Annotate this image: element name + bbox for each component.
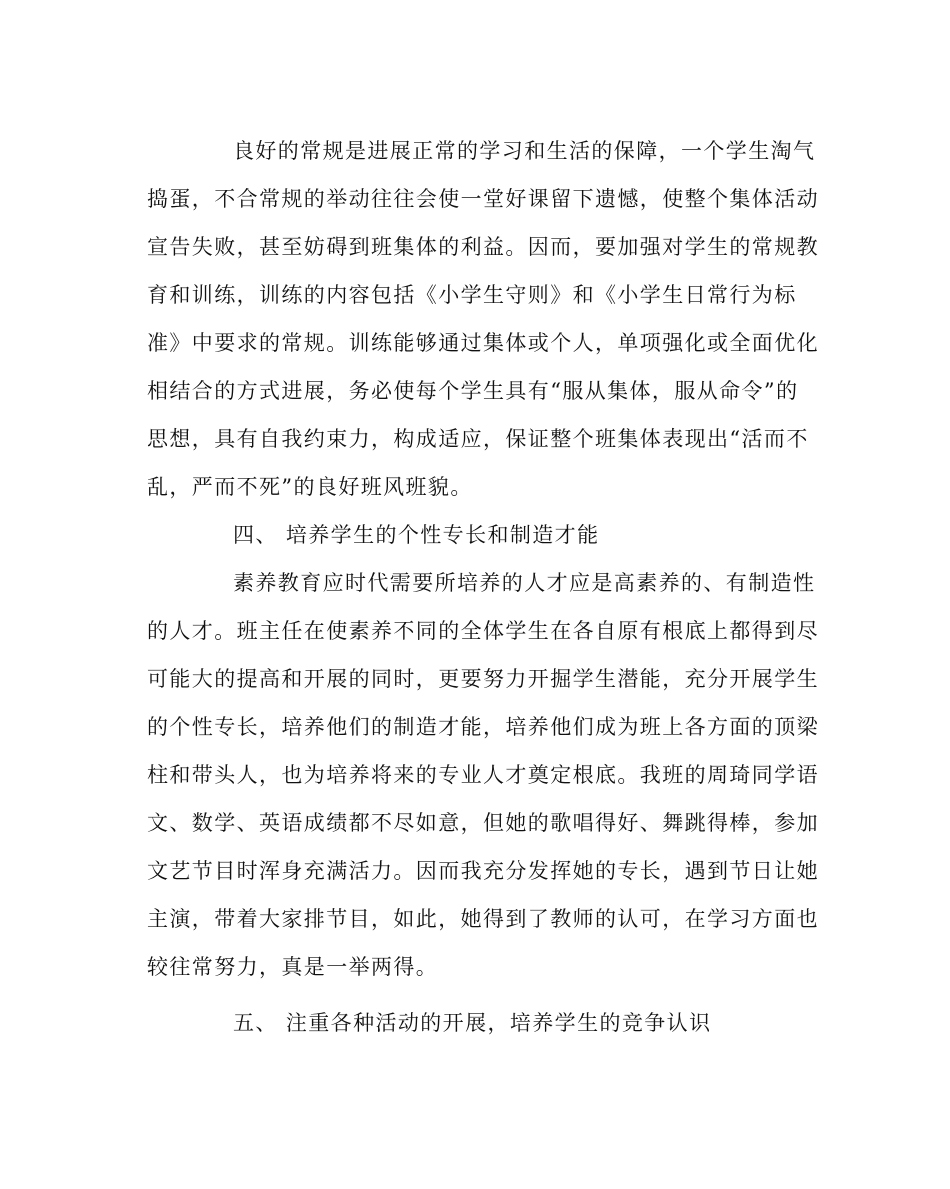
section-heading-4: 四、 培养学生的个性专长和制造才能 — [233, 523, 600, 547]
paragraph-1-line-5: 准》中要求的常规。训练能够通过集体或个人，单项强化或全面优化 — [147, 331, 819, 355]
paragraph-2-line-3: 可能大的提高和开展的同时，更要努力开掘学生潜能，充分开展学生 — [147, 667, 819, 691]
paragraph-1-line-1: 良好的常规是进展正常的学习和生活的保障，一个学生淘气 — [233, 139, 816, 163]
paragraph-2-line-1: 素养教育应时代需要所培养的人才应是高素养的、有制造性 — [233, 571, 816, 595]
section-heading-5: 五、 注重各种活动的开展，培养学生的竞争认识 — [233, 1011, 712, 1035]
paragraph-2-line-7: 文艺节目时浑身充满活力。因而我充分发挥她的专长，遇到节日让她 — [147, 859, 819, 883]
paragraph-2-line-2: 的人才。班主任在使素养不同的全体学生在各自原有根底上都得到尽 — [147, 619, 819, 643]
paragraph-2-line-5: 柱和带头人，也为培养将来的专业人才奠定根底。我班的周琦同学语 — [147, 763, 819, 787]
paragraph-1-line-6: 相结合的方式进展，务必使每个学生具有“服从集体，服从命令”的 — [147, 379, 799, 403]
paragraph-1-line-8: 乱，严而不死”的良好班风班貌。 — [147, 475, 473, 499]
paragraph-1-line-4: 育和训练，训练的内容包括《小学生守则》和《小学生日常行为标 — [147, 283, 797, 307]
paragraph-1-line-7: 思想，具有自我约束力，构成适应，保证整个班集体表现出“活而不 — [147, 427, 809, 451]
paragraph-2-line-9: 较往常努力，真是一举两得。 — [147, 955, 439, 979]
paragraph-2-line-4: 的个性专长，培养他们的制造才能，培养他们成为班上各方面的顶梁 — [147, 715, 819, 739]
paragraph-1-line-3: 宣告失败，甚至妨碍到班集体的利益。因而，要加强对学生的常规教 — [147, 235, 819, 259]
paragraph-1-line-2: 捣蛋，不合常规的举动往往会使一堂好课留下遗憾，使整个集体活动 — [147, 187, 819, 211]
paragraph-2-line-8: 主演，带着大家排节目，如此，她得到了教师的认可，在学习方面也 — [147, 907, 819, 931]
paragraph-2-line-6: 文、数学、英语成绩都不尽如意，但她的歌唱得好、舞跳得棒，参加 — [147, 811, 819, 835]
